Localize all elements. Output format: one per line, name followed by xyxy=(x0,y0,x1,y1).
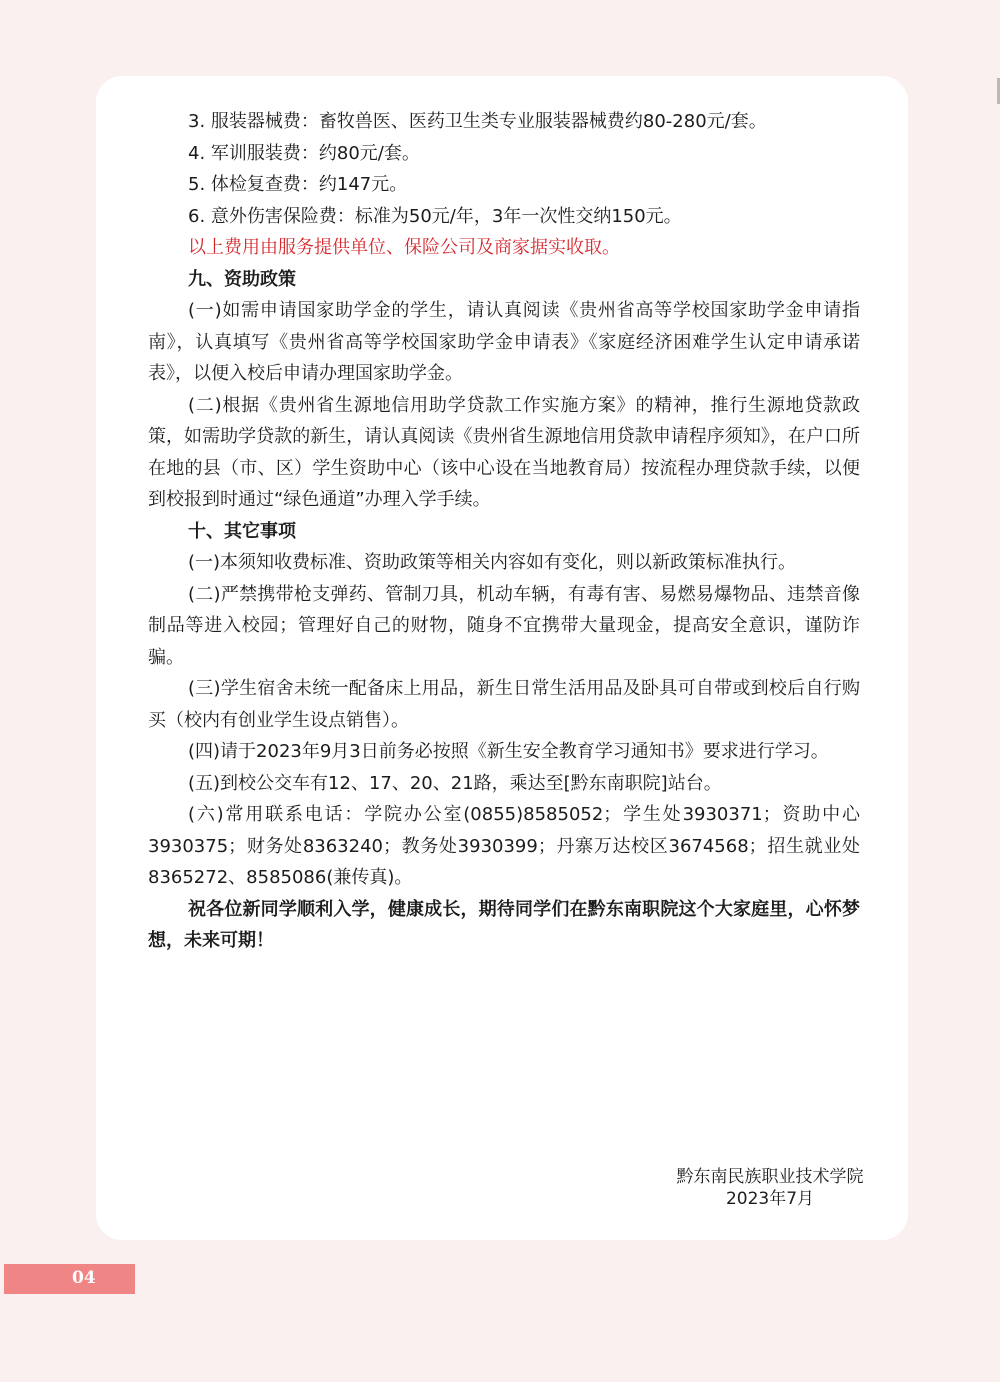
other-matters-paragraph-2: (二)严禁携带枪支弹药、管制刀具，机动车辆，有毒有害、易燃易爆物品、违禁音像制品等进入校园；管理好自己的财物，随身不宜携带大量现金，提高安全意识，谨防诈骗。 xyxy=(148,583,860,668)
other-matters-paragraph-6: (六)常用联系电话：学院办公室(0855)8585052；学生处3930371；资助中心3930375；财务处8363240；教务处3930399；丹寨万达校区3674568；招生就业处8365272、8585086(兼传真)。 xyxy=(148,804,860,888)
financial-aid-paragraph-2: (二)根据《贵州省生源地信用助学贷款工作实施方案》的精神，推行生源地贷款政策，如需助学贷款的新生，请认真阅读《贵州省生源地信用贷款申请程序须知》，在户口所在地的县（市、区）学生资助中心（该中心设在当地教育局）按流程办理贷款手续，以便到校报到时通过“绿色通道”办理入学手续。 xyxy=(148,394,860,510)
signature-date: 2023年7月 xyxy=(725,1189,815,1209)
section-heading-financial-aid: 九、资助政策 xyxy=(188,268,296,290)
fee-item-5: 5. 体检复查费：约147元。 xyxy=(188,174,408,195)
other-matters-paragraph-4: (四)请于2023年9月3日前务必按照《新生安全教育学习通知书》要求进行学习。 xyxy=(188,741,829,762)
fee-collection-note: 以上费用由服务提供单位、保险公司及商家据实收取。 xyxy=(188,237,620,258)
page-number: 04 xyxy=(72,1268,96,1288)
signature-block xyxy=(640,1166,900,1210)
section-heading-other-matters: 十、其它事项 xyxy=(188,520,296,542)
fee-item-4: 4. 军训服装费：约80元/套。 xyxy=(188,142,420,164)
other-matters-paragraph-3: (三)学生宿舍未统一配备床上用品，新生日常生活用品及卧具可自带或到校后自行购买（校内有创业学生设点销售）。 xyxy=(148,678,860,731)
closing-wish: 祝各位新同学顺利入学，健康成长，期待同学们在黔东南职院这个大家庭里，心怀梦想，未来可期！ xyxy=(148,898,860,951)
fee-item-3: 3. 服装器械费：畜牧兽医、医药卫生类专业服装器械费约80-280元/套。 xyxy=(188,111,767,132)
document-body xyxy=(148,106,860,957)
signature-organization: 黔东南民族职业技术学院 xyxy=(676,1167,864,1187)
fee-item-6: 6. 意外伤害保险费：标准为50元/年，3年一次性交纳150元。 xyxy=(188,205,682,227)
other-matters-paragraph-1: (一)本须知收费标准、资助政策等相关内容如有变化，则以新政策标准执行。 xyxy=(188,552,797,573)
other-matters-paragraph-5: (五)到校公交车有12、17、20、21路，乘达至[黔东南职院]站台。 xyxy=(188,772,722,794)
page-number-tab xyxy=(4,1264,135,1294)
financial-aid-paragraph-1: (一)如需申请国家助学金的学生，请认真阅读《贵州省高等学校国家助学金申请指南》，认真填写《贵州省高等学校国家助学金申请表》《家庭经济困难学生认定申请承诺表》，以便入校后申请办理国家助学金。 xyxy=(148,300,860,384)
